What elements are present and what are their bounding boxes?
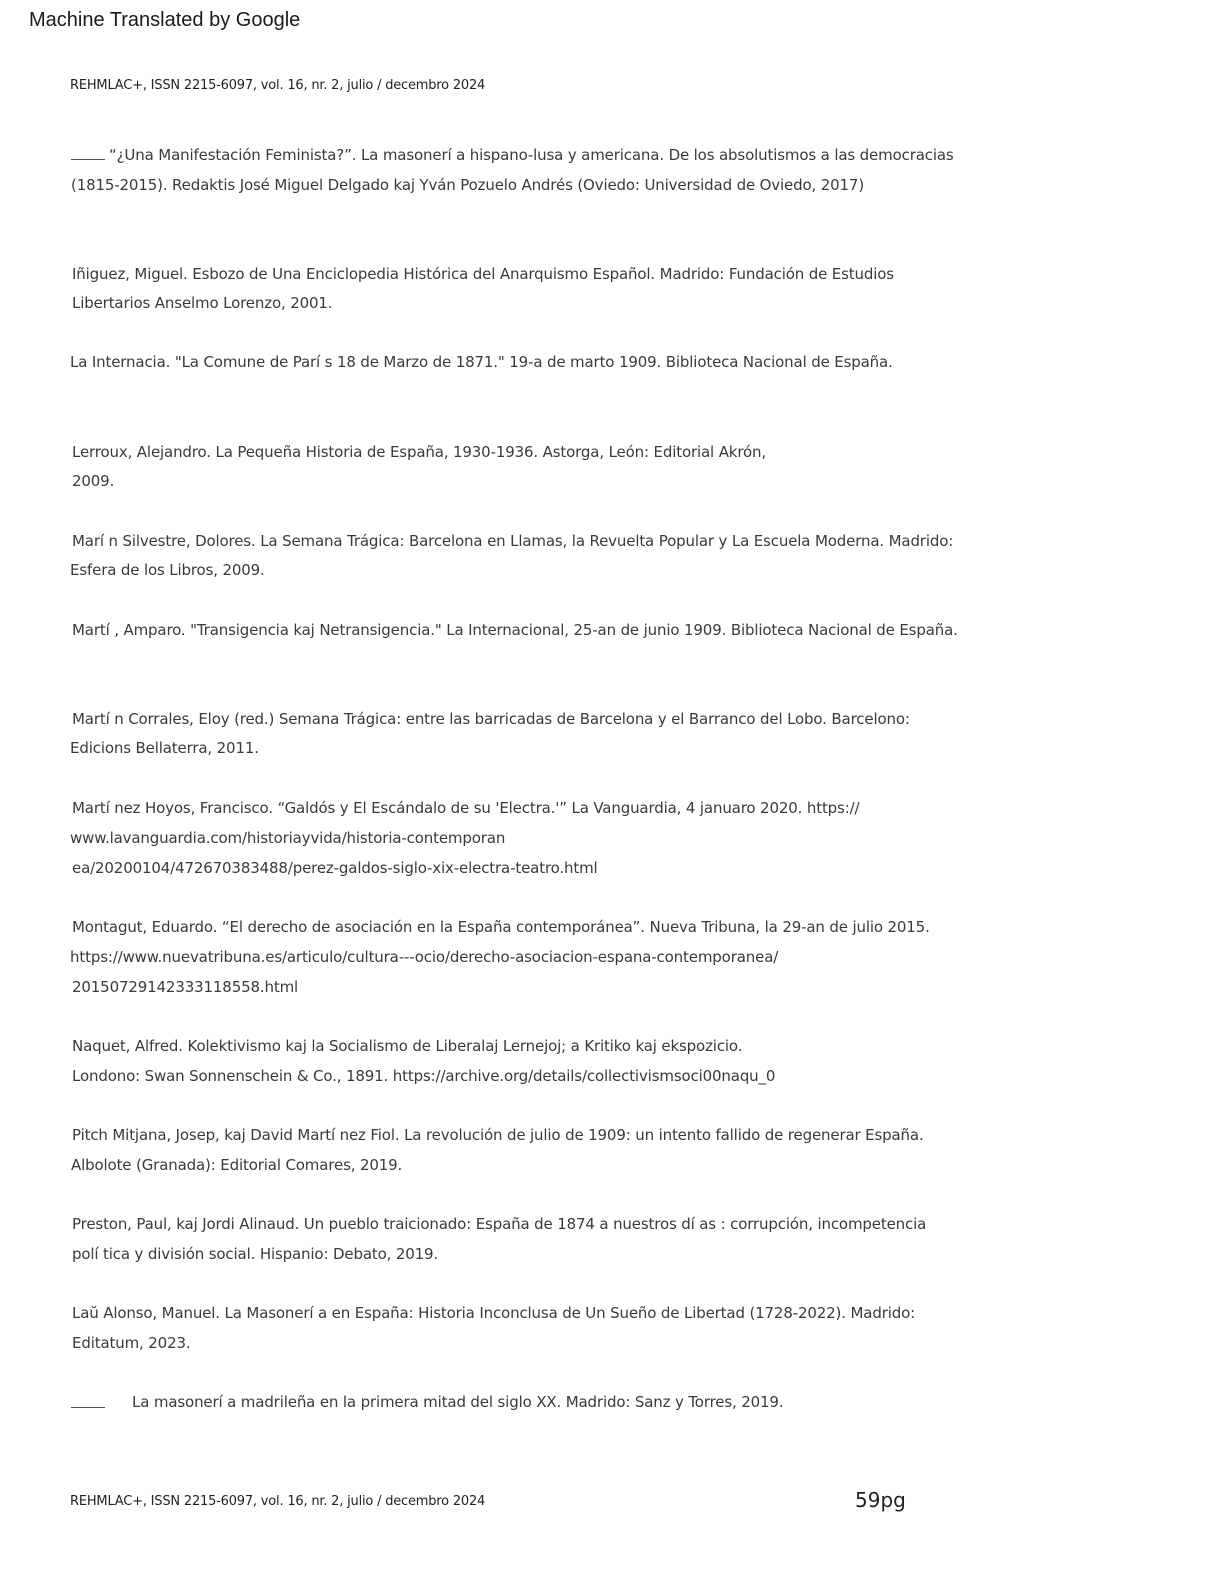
bibliography-entry-line: Martí , Amparo. "Transigencia kaj Netransigencia." La Internacional, 25-an de junio 1909. Biblioteca Nacional de España. (72, 621, 958, 639)
bibliography-entry-line: Libertarios Anselmo Lorenzo, 2001. (72, 294, 333, 312)
page-number: 59pg (855, 1488, 906, 1512)
bibliography-entry-url[interactable]: https://www.nuevatribuna.es/articulo/cultura---ocio/derecho-asociacion-espana-contemporanea/ (70, 948, 779, 966)
bibliography-entry-line: Martí n Corrales, Eloy (red.) Semana Trágica: entre las barricadas de Barcelona y el Barranco del Lobo. Barcelono: (72, 710, 910, 728)
bibliography-entry-line: (1815-2015). Redaktis José Miguel Delgado kaj Yván Pozuelo Andrés (Oviedo: Universidad de Oviedo, 2017) (71, 176, 865, 194)
bibliography-entry-line: La Internacia. "La Comune de Parí s 18 de Marzo de 1871." 19-a de marto 1909. Biblioteca Nacional de España. (70, 353, 893, 371)
bibliography-entry-line: Edicions Bellaterra, 2011. (70, 739, 259, 757)
bibliography-entry-line: Editatum, 2023. (72, 1334, 191, 1352)
bibliography-entry-line: 2009. (72, 472, 115, 490)
bibliography-entry-line: Albolote (Granada): Editorial Comares, 2019. (71, 1156, 403, 1174)
bibliography-entry-line: Pitch Mitjana, Josep, kaj David Martí nez Fiol. La revolución de julio de 1909: un intento fallido de regenerar España. (72, 1126, 924, 1144)
bibliography-entry-line: Marí n Silvestre, Dolores. La Semana Trágica: Barcelona en Llamas, la Revuelta Popular y La Escuela Moderna. Madrido: (72, 532, 954, 550)
running-footer: REHMLAC+, ISSN 2215-6097, vol. 16, nr. 2, julio / decembro 2024 (70, 1494, 486, 1509)
bibliography-entry-line: Iñiguez, Miguel. Esbozo de Una Enciclopedia Histórica del Anarquismo Español. Madrido: Fundación de Estudios (72, 265, 894, 283)
translation-banner: Machine Translated by Google (29, 9, 301, 31)
bibliography-entry-line: polí tica y división social. Hispanio: Debato, 2019. (72, 1245, 439, 1263)
bibliography-entry-line: Lerroux, Alejandro. La Pequeña Historia de España, 1930-1936. Astorga, León: Editorial Akrón, (72, 443, 767, 461)
bibliography-entry-url[interactable]: www.lavanguardia.com/historiayvida/historia-contemporan (70, 829, 506, 847)
bibliography-entry-url[interactable]: ea/20200104/472670383488/perez-galdos-siglo-xix-electra-teatro.html (72, 859, 598, 877)
repeat-author-dash (71, 146, 105, 160)
bibliography-entry-line: Esfera de los Libros, 2009. (70, 561, 265, 579)
running-header: REHMLAC+, ISSN 2215-6097, vol. 16, nr. 2, julio / decembro 2024 (70, 78, 486, 93)
bibliography-entry-line: Montagut, Eduardo. “El derecho de asociación en la España contemporánea”. Nueva Tribuna, la 29-an de julio 2015. (72, 918, 930, 936)
bibliography-entry-line: Preston, Paul, kaj Jordi Alinaud. Un pueblo traicionado: España de 1874 a nuestros dí as : corrupción, incompetencia (72, 1215, 927, 1233)
bibliography-entry-line: Naquet, Alfred. Kolektivismo kaj la Socialismo de Liberalaj Lernejoj; a Kritiko kaj ekspozicio. (72, 1037, 743, 1055)
bibliography-entry-line: Martí nez Hoyos, Francisco. “Galdós y El Escándalo de su 'Electra.'” La Vanguardia, 4 januaro 2020. https:// (72, 799, 860, 817)
bibliography-entry-line: “¿Una Manifestación Feminista?”. La masonerí a hispano-lusa y americana. De los absolutismos a las democracias (71, 145, 954, 165)
bibliography-entry-line: La masonerí a madrileña en la primera mitad del siglo XX. Madrido: Sanz y Torres, 2019. (132, 1393, 784, 1411)
bibliography-entry-url[interactable]: 20150729142333118558.html (72, 978, 299, 996)
bibliography-entry-line: Londono: Swan Sonnenschein & Co., 1891. https://archive.org/details/collectivismsoci00naqu_0 (72, 1067, 776, 1085)
bibliography-entry-line: Laŭ Alonso, Manuel. La Masonerí a en España: Historia Inconclusa de Un Sueño de Libertad (1728-2022). Madrido: (72, 1304, 916, 1322)
repeat-author-dash (71, 1394, 105, 1408)
